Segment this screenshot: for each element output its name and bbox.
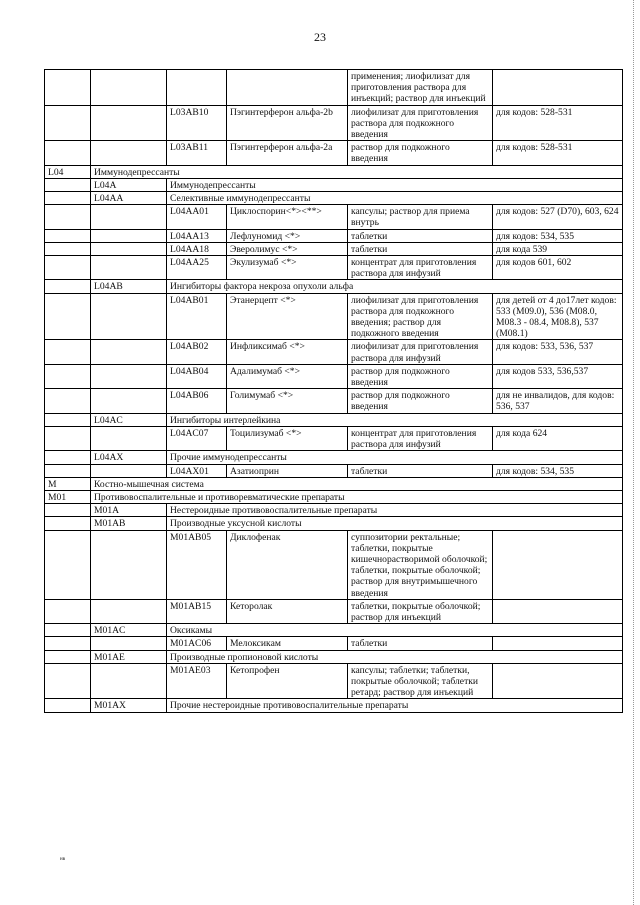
drug-row	[45, 464, 623, 477]
drug-name-cell	[227, 70, 348, 106]
codes-cell: для кодов 533, 536,537	[493, 364, 623, 388]
drug-name-cell: Циклоспорин<*><**>	[227, 205, 348, 229]
drug-name-cell: Пэгинтерферон альфа-2b	[227, 105, 348, 141]
subgroup-code-cell	[91, 70, 167, 106]
group-name-cell: Оксикамы	[167, 624, 623, 637]
class-code-cell	[45, 141, 91, 165]
drug-name-cell: Кетопрофен	[227, 663, 348, 699]
drug-row	[45, 293, 623, 340]
class-code-cell	[45, 637, 91, 650]
atc-code-cell: L04AX01	[167, 464, 227, 477]
drug-name-cell: Экулизумаб <*>	[227, 256, 348, 280]
group-name-cell: Ингибиторы интерлейкина	[167, 413, 623, 426]
drug-name-cell: Тоцилизумаб <*>	[227, 426, 348, 450]
dosage-form-cell: раствор для подкожного введения	[348, 364, 493, 388]
dosage-form-cell: лиофилизат для приготовления раствора для подкожного введения; раствор для подкожного введения	[348, 293, 493, 340]
group-name-cell: Прочие нестероидные противовоспалительные препараты	[167, 699, 623, 712]
class-code-cell	[45, 389, 91, 413]
group-name-cell: Ингибиторы фактора некроза опухоли альфа	[167, 280, 623, 293]
dosage-form-cell: капсулы; таблетки; таблетки, покрытые оболочкой; таблетки ретард; раствор для инъекций	[348, 663, 493, 699]
subgroup-code-cell	[91, 599, 167, 623]
dosage-form-cell: раствор для подкожного введения	[348, 389, 493, 413]
atc-code-cell: L03AB10	[167, 105, 227, 141]
atc-code-cell: L04AA13	[167, 229, 227, 242]
codes-cell: для кодов: 527 (D70), 603, 624	[493, 205, 623, 229]
dosage-form-cell: концентрат для приготовления раствора для инфузий	[348, 256, 493, 280]
drug-name-cell: Адалимумаб <*>	[227, 364, 348, 388]
group-row	[45, 477, 623, 490]
subgroup-code-cell	[91, 637, 167, 650]
atc-code-cell: M01AC06	[167, 637, 227, 650]
subgroup-code-cell	[91, 141, 167, 165]
class-code-cell	[45, 293, 91, 340]
atc-code-cell: L04AB01	[167, 293, 227, 340]
drug-row	[45, 637, 623, 650]
class-code-cell	[45, 663, 91, 699]
codes-cell: для кодов: 528-531	[493, 105, 623, 141]
codes-cell	[493, 70, 623, 106]
class-code-cell: L04	[45, 165, 91, 178]
class-code-cell	[45, 624, 91, 637]
class-code-cell	[45, 178, 91, 191]
atc-code-cell: L04AC07	[167, 426, 227, 450]
drug-name-cell: Кеторолак	[227, 599, 348, 623]
class-code-cell	[45, 229, 91, 242]
dosage-form-cell: применения; лиофилизат для приготовления раствора для инъекций; раствор для инъекций	[348, 70, 493, 106]
atc-code-cell: M01AB05	[167, 530, 227, 599]
drug-row	[45, 229, 623, 242]
atc-code-cell: L04AB04	[167, 364, 227, 388]
drug-row	[45, 242, 623, 255]
drug-name-cell: Диклофенак	[227, 530, 348, 599]
subgroup-code-cell	[91, 663, 167, 699]
group-name-cell: Противовоспалительные и противоревматические препараты	[91, 490, 623, 503]
class-code-cell: M	[45, 477, 91, 490]
subgroup-code-cell	[91, 293, 167, 340]
codes-cell: для кодов: 533, 536, 537	[493, 340, 623, 364]
subgroup-code-cell	[91, 426, 167, 450]
drug-name-cell: Этанерцепт <*>	[227, 293, 348, 340]
group-row	[45, 490, 623, 503]
group-row	[45, 650, 623, 663]
scan-edge	[633, 0, 636, 905]
drug-row	[45, 105, 623, 141]
dosage-form-cell: таблетки	[348, 464, 493, 477]
subgroup-code-cell	[91, 364, 167, 388]
codes-cell: для кода 624	[493, 426, 623, 450]
dosage-form-cell: лиофилизат для приготовления раствора для подкожного введения	[348, 105, 493, 141]
subgroup-code-cell: L04A	[91, 178, 167, 191]
group-row	[45, 192, 623, 205]
group-row	[45, 504, 623, 517]
dosage-form-cell: суппозитории ректальные; таблетки, покрытые кишечнорастворимой оболочкой; таблетки, покрытые оболочкой; раствор для внутримышечного введения	[348, 530, 493, 599]
dosage-form-cell: раствор для подкожного введения	[348, 141, 493, 165]
dosage-form-cell: лиофилизат для приготовления раствора для инфузий	[348, 340, 493, 364]
atc-code-cell: M01AB15	[167, 599, 227, 623]
drug-name-cell: Лефлуномид <*>	[227, 229, 348, 242]
class-code-cell	[45, 70, 91, 106]
drug-row	[45, 364, 623, 388]
subgroup-code-cell: L04AB	[91, 280, 167, 293]
subgroup-code-cell	[91, 530, 167, 599]
atc-code-cell: L04AB02	[167, 340, 227, 364]
group-row	[45, 451, 623, 464]
codes-cell	[493, 530, 623, 599]
subgroup-code-cell	[91, 229, 167, 242]
drug-name-cell: Голимумаб <*>	[227, 389, 348, 413]
class-code-cell	[45, 599, 91, 623]
atc-code-cell: L04AB06	[167, 389, 227, 413]
atc-code-cell: L04AA25	[167, 256, 227, 280]
class-code-cell	[45, 464, 91, 477]
class-code-cell	[45, 364, 91, 388]
class-code-cell	[45, 699, 91, 712]
atc-code-cell: L03AB11	[167, 141, 227, 165]
group-row	[45, 178, 623, 191]
group-name-cell: Прочие иммунодепрессанты	[167, 451, 623, 464]
group-name-cell: Нестероидные противовоспалительные препараты	[167, 504, 623, 517]
group-row	[45, 280, 623, 293]
subgroup-code-cell	[91, 105, 167, 141]
class-code-cell	[45, 280, 91, 293]
page-number: 23	[314, 30, 326, 44]
class-code-cell: M01	[45, 490, 91, 503]
drug-row	[45, 389, 623, 413]
drug-row	[45, 256, 623, 280]
dosage-form-cell: таблетки	[348, 229, 493, 242]
group-row	[45, 699, 623, 712]
drug-table	[44, 69, 623, 713]
codes-cell: для кодов 601, 602	[493, 256, 623, 280]
atc-code-cell	[167, 70, 227, 106]
subgroup-code-cell: L04AA	[91, 192, 167, 205]
dosage-form-cell: таблетки, покрытые оболочкой; раствор для инъекций	[348, 599, 493, 623]
drug-row	[45, 205, 623, 229]
group-row	[45, 413, 623, 426]
subgroup-code-cell	[91, 464, 167, 477]
drug-row	[45, 530, 623, 599]
group-name-cell: Костно-мышечная система	[91, 477, 623, 490]
drug-table-body	[45, 70, 623, 713]
class-code-cell	[45, 205, 91, 229]
subgroup-code-cell: M01A	[91, 504, 167, 517]
drug-name-cell: Азатиоприн	[227, 464, 348, 477]
class-code-cell	[45, 650, 91, 663]
drug-row	[45, 340, 623, 364]
subgroup-code-cell	[91, 205, 167, 229]
codes-cell	[493, 663, 623, 699]
class-code-cell	[45, 517, 91, 530]
class-code-cell	[45, 242, 91, 255]
atc-code-cell: M01AE03	[167, 663, 227, 699]
codes-cell: для кодов: 534, 535	[493, 464, 623, 477]
codes-cell: для кодов: 528-531	[493, 141, 623, 165]
subgroup-code-cell	[91, 389, 167, 413]
drug-name-cell: Мелоксикам	[227, 637, 348, 650]
drug-row	[45, 70, 623, 106]
subgroup-code-cell: L04AX	[91, 451, 167, 464]
atc-code-cell: L04AA01	[167, 205, 227, 229]
class-code-cell	[45, 256, 91, 280]
codes-cell: для кодов: 534, 535	[493, 229, 623, 242]
drug-row	[45, 599, 623, 623]
footer-mark: нв	[60, 857, 66, 862]
subgroup-code-cell	[91, 242, 167, 255]
group-name-cell: Селективные иммунодепрессанты	[167, 192, 623, 205]
class-code-cell	[45, 451, 91, 464]
subgroup-code-cell: M01AX	[91, 699, 167, 712]
group-name-cell: Иммунодепрессанты	[91, 165, 623, 178]
class-code-cell	[45, 340, 91, 364]
group-row	[45, 624, 623, 637]
atc-code-cell: L04AA18	[167, 242, 227, 255]
drug-row	[45, 426, 623, 450]
group-row	[45, 165, 623, 178]
codes-cell	[493, 599, 623, 623]
drug-name-cell: Эверолимус <*>	[227, 242, 348, 255]
subgroup-code-cell: M01AE	[91, 650, 167, 663]
drug-name-cell: Инфликсимаб <*>	[227, 340, 348, 364]
drug-row	[45, 141, 623, 165]
class-code-cell	[45, 530, 91, 599]
dosage-form-cell: концентрат для приготовления раствора для инфузий	[348, 426, 493, 450]
codes-cell: для кода 539	[493, 242, 623, 255]
drug-name-cell: Пэгинтерферон альфа-2а	[227, 141, 348, 165]
codes-cell: для не инвалидов, для кодов: 536, 537	[493, 389, 623, 413]
dosage-form-cell: таблетки	[348, 637, 493, 650]
class-code-cell	[45, 192, 91, 205]
subgroup-code-cell	[91, 256, 167, 280]
codes-cell: для детей от 4 до17лет кодов: 533 (M09.0), 536 (M08.0, M08.3 - 08.4, M08.8), 537 (M08.1)	[493, 293, 623, 340]
class-code-cell	[45, 426, 91, 450]
dosage-form-cell: капсулы; раствор для приема внутрь	[348, 205, 493, 229]
class-code-cell	[45, 105, 91, 141]
subgroup-code-cell: M01AB	[91, 517, 167, 530]
codes-cell	[493, 637, 623, 650]
class-code-cell	[45, 504, 91, 517]
subgroup-code-cell	[91, 340, 167, 364]
group-row	[45, 517, 623, 530]
class-code-cell	[45, 413, 91, 426]
group-name-cell: Производные пропионовой кислоты	[167, 650, 623, 663]
subgroup-code-cell: L04AC	[91, 413, 167, 426]
drug-row	[45, 663, 623, 699]
dosage-form-cell: таблетки	[348, 242, 493, 255]
subgroup-code-cell: M01AC	[91, 624, 167, 637]
group-name-cell: Производные уксусной кислоты	[167, 517, 623, 530]
group-name-cell: Иммунодепрессанты	[167, 178, 623, 191]
